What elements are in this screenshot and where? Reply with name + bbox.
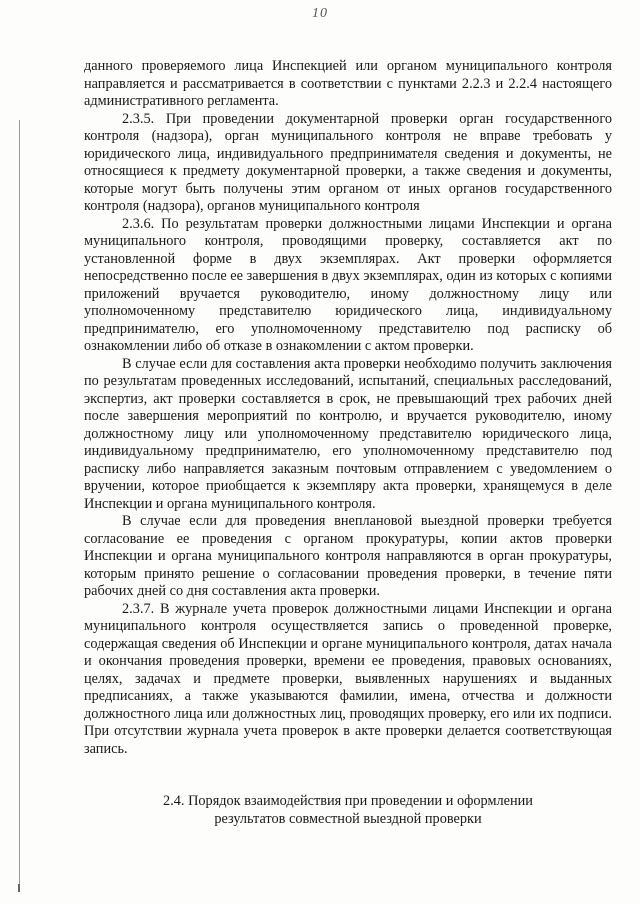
paragraph-continuation: данного проверяемого лица Инспекцией или органом муниципального контроля направляется и рассматривается в соответствии с пунктами 2.2.3 и 2.2.4 настоящего административного регламента.: [84, 58, 612, 109]
margin-mark: [18, 884, 20, 892]
paragraph-2-3-5: 2.3.5. При проведении документарной проверки орган государственного контроля (надзора), орган муниципального контроля не вправе требовать у юридического лица, индивидуального предпринимателя сведения и документы, не относящиеся к предмету документарной проверки, а также сведения и документы, которые могут быть получены этим органом от иных органов государственного контроля (надзора), органов муниципального контроля: [84, 110, 612, 214]
margin-line: [19, 120, 20, 890]
paragraph-report-conclusions: В случае если для составления акта проверки необходимо получить заключения по результатам проведенных исследований, испытаний, специальных расследований, экспертиз, акт проверки составляется в срок, не превышающий трех рабочих дней после завершения мероприятий по контролю, и вручается руководителю, иному должностному лицу или уполномоченному представителю юридического лица, индивидуальному предпринимателю, его уполномоченному представителю под расписку либо направляется заказным почтовым отправлением с уведомлением о вручении, которое приобщается к экземпляру акта проверки, хранящемуся в деле Инспекции и органа муниципального контроля.: [84, 355, 612, 512]
section-heading-line-2: результатов совместной выездной проверки: [214, 810, 482, 827]
section-heading: [84, 793, 612, 828]
paragraph-2-3-7: 2.3.7. В журнале учета проверок должностными лицами Инспекции и органа муниципального контроля осуществляется запись о проведенной проверке, содержащая сведения об Инспекции и органе муниципального контроля, датах начала и окончания проведения проверки, времени ее проведения, правовых основаниях, целях, задачах и предмете проверки, выявленных нарушениях и выданных предписаниях, а также указываются фамилии, имена, отчества и должности должностного лица или должностных лиц, проводящих проверку, его или их подписи. При отсутствии журнала учета проверок в акте проверки делается соответствующая запись.: [84, 600, 612, 757]
paragraph-2-3-6: 2.3.6. По результатам проверки должностными лицами Инспекции и органа муниципального контроля, проводящими проверку, составляется акт по установленной форме в двух экземплярах. Акт проверки оформляется непосредственно после ее завершения в двух экземплярах, один из которых с копиями приложений вручается руководителю, иному должностному лицу или уполномоченному представителю юридического лица, индивидуальному предпринимателю, его уполномоченному представителю под расписку об ознакомлении либо об отказе в ознакомлении с актом проверки.: [84, 215, 612, 354]
page-number: 10: [312, 6, 328, 21]
paragraph-prosecutor-approval: В случае если для проведения внеплановой выездной проверки требуется согласование ее проведения с органом прокуратуры, копии актов проверки Инспекции и органа муниципального контроля направляются в орган прокуратуры, которым принято решение о согласовании проведения проверки, в течение пяти рабочих дней со дня составления акта проверки.: [84, 513, 612, 599]
body-text: [84, 58, 612, 758]
section-heading-line-1: 2.4. Порядок взаимодействия при проведении и оформлении: [163, 793, 533, 809]
